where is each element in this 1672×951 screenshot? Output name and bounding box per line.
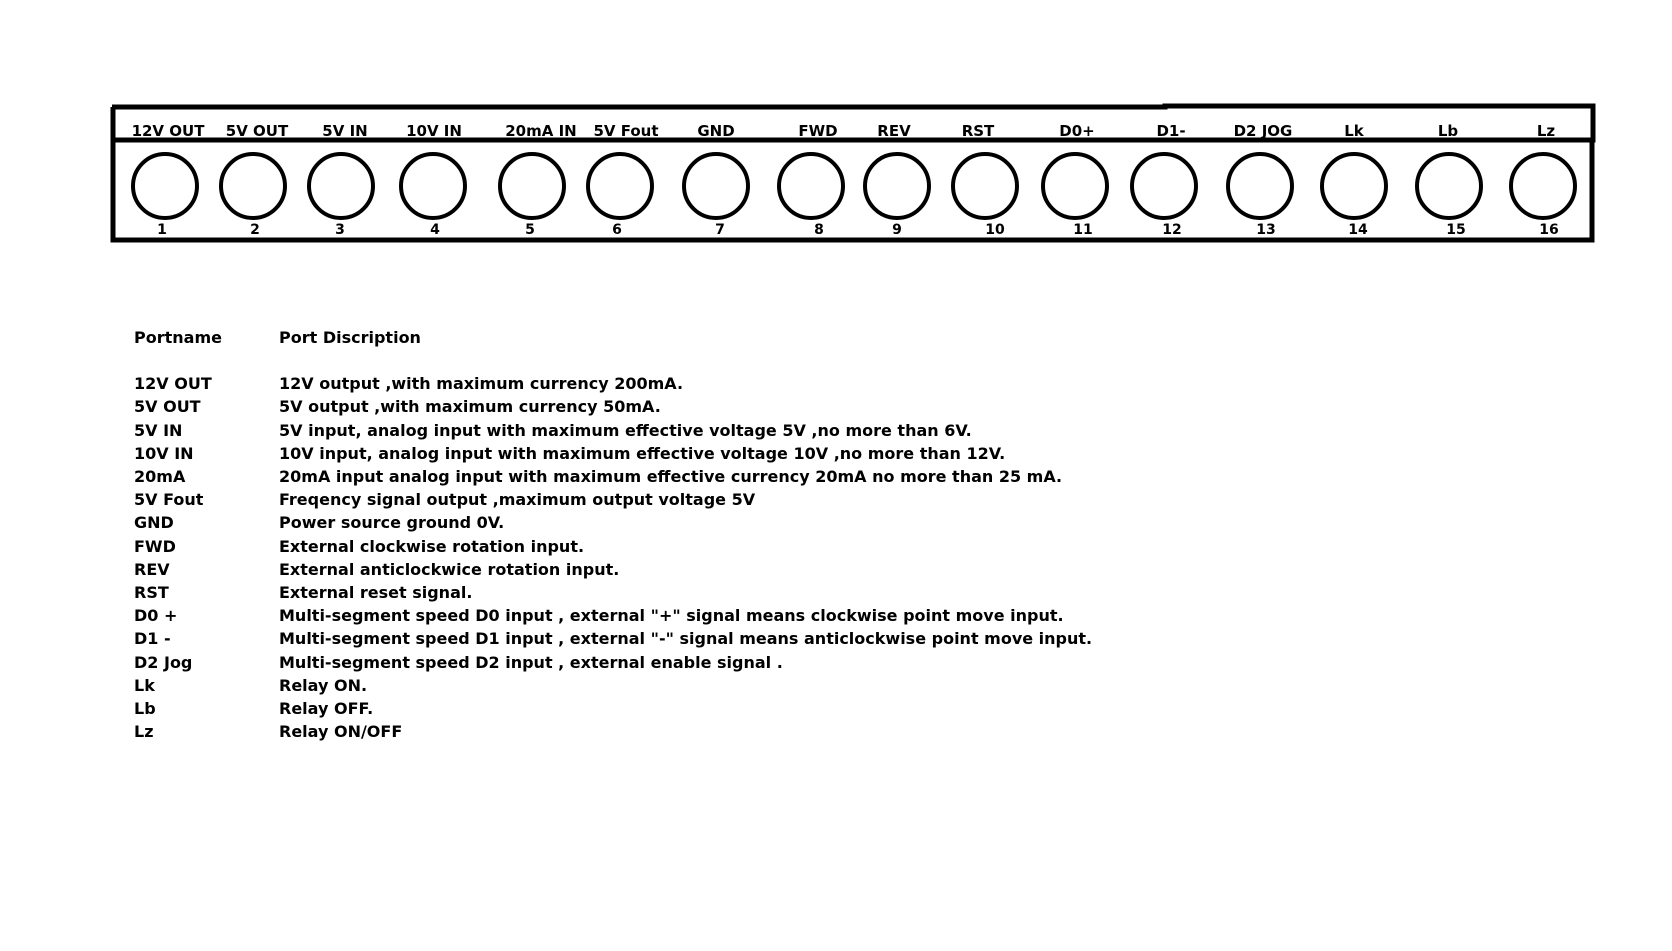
table-row [134,651,1092,674]
pin-number: 2 [250,222,260,238]
terminal-pin [401,122,465,238]
port-description: 10V input, analog input with maximum effective voltage 10V ,no more than 12V. [279,443,1006,463]
connector-circle [684,154,748,218]
connector-circle [1511,154,1575,218]
port-name: 5V IN [134,420,183,440]
table-row [134,419,1092,442]
pin-label: 10V IN [406,122,462,140]
port-name: 5V OUT [134,397,201,417]
table-row [134,720,1092,743]
pin-label: GND [697,122,735,140]
terminal-pin [500,122,577,238]
table-row [134,604,1092,627]
table-row [134,395,1092,418]
terminal-pin [588,122,659,238]
pin-number: 8 [814,222,824,238]
port-name: D0 + [134,606,178,626]
connector-circle [401,154,465,218]
port-description: 12V output ,with maximum currency 200mA. [279,374,684,394]
port-description: Multi-segment speed D2 input , external enable signal . [279,652,783,672]
port-name: Lz [134,722,154,742]
port-description: External clockwise rotation input. [279,536,585,556]
connector-circle [953,154,1017,218]
terminal-pin [1228,122,1292,238]
pin-number: 12 [1162,222,1182,238]
pin-number: 14 [1348,222,1368,238]
connector-circle [221,154,285,218]
table-row [134,535,1092,558]
header-portname: Portname [134,328,222,347]
table-header [134,326,1092,349]
terminal-strip [0,0,1672,260]
port-name: 5V Fout [134,490,204,510]
pin-label: REV [877,122,911,140]
connector-circle [1043,154,1107,218]
port-description: External reset signal. [279,583,473,603]
pin-label: Lk [1344,122,1364,140]
connector-circle [500,154,564,218]
connector-circle [1322,154,1386,218]
port-description: Relay ON. [279,675,368,695]
pin-label: Lb [1437,122,1459,140]
table-body [134,372,1092,743]
connector-circle [865,154,929,218]
pin-number: 11 [1073,222,1093,238]
pin-label: D2 JOG [1233,122,1293,140]
connector-circle [588,154,652,218]
pin-number: 15 [1446,222,1466,238]
terminal-pin [132,122,206,238]
port-name: RST [134,583,169,603]
pin-number: 1 [157,222,167,238]
port-name: Lb [134,699,156,719]
port-description: Power source ground 0V. [279,513,505,533]
port-description: External anticlockwice rotation input. [279,559,620,579]
port-name: 10V IN [134,443,194,463]
port-name: REV [134,559,170,579]
pin-label: RST [961,122,995,140]
pin-number: 3 [335,222,345,238]
port-name: FWD [134,536,176,556]
port-name: Lk [134,675,155,695]
pin-number: 9 [892,222,902,238]
port-description: Freqency signal output ,maximum output voltage 5V [279,490,756,510]
pin-number: 4 [430,222,440,238]
port-description: Multi-segment speed D1 input , external "-" signal means anticlockwise point move input. [279,629,1093,649]
pin-number: 16 [1539,222,1559,238]
table-row [134,488,1092,511]
connector-circle [1132,154,1196,218]
table-row [134,674,1092,697]
port-description: Multi-segment speed D0 input , external "+" signal means clockwise point move input. [279,606,1064,626]
pin-number: 13 [1256,222,1276,238]
connector-circle [1417,154,1481,218]
port-description: Relay ON/OFF [279,722,403,742]
port-name: D2 Jog [134,652,193,672]
port-name: D1 - [134,629,171,649]
pin-number: 5 [525,222,535,238]
table-row [134,697,1092,720]
pin-label: 20mA IN [505,122,577,140]
port-name: 12V OUT [134,374,212,394]
port-name: GND [134,513,174,533]
pin-label: D1- [1156,122,1186,140]
pin-label: 12V OUT [131,122,205,140]
pin-number: 6 [612,222,622,238]
pin-number: 10 [985,222,1005,238]
connector-circle [779,154,843,218]
header-description: Port Discription [279,328,421,347]
port-description: 5V output ,with maximum currency 50mA. [279,397,661,417]
table-row [134,581,1092,604]
pin-label: D0+ [1059,122,1095,140]
table-row [134,627,1092,650]
port-description: 20mA input analog input with maximum effective currency 20mA no more than 25 mA. [279,467,1063,487]
connector-circle [309,154,373,218]
table-row [134,465,1092,488]
pin-label: 5V IN [322,122,368,140]
pin-label: FWD [798,122,838,140]
port-name: 20mA [134,467,186,487]
table-row [134,372,1092,395]
table-row [134,511,1092,534]
connector-circle [1228,154,1292,218]
terminal-pin [221,122,289,238]
pin-label: Lz [1536,122,1556,140]
table-row [134,442,1092,465]
port-description: 5V input, analog input with maximum effective voltage 5V ,no more than 6V. [279,420,972,440]
port-description: Relay OFF. [279,699,374,719]
port-description-table [134,326,1092,743]
pin-label: 5V Fout [593,122,659,140]
table-row [134,558,1092,581]
pin-number: 7 [715,222,725,238]
pin-label: 5V OUT [225,122,289,140]
connector-circle [133,154,197,218]
